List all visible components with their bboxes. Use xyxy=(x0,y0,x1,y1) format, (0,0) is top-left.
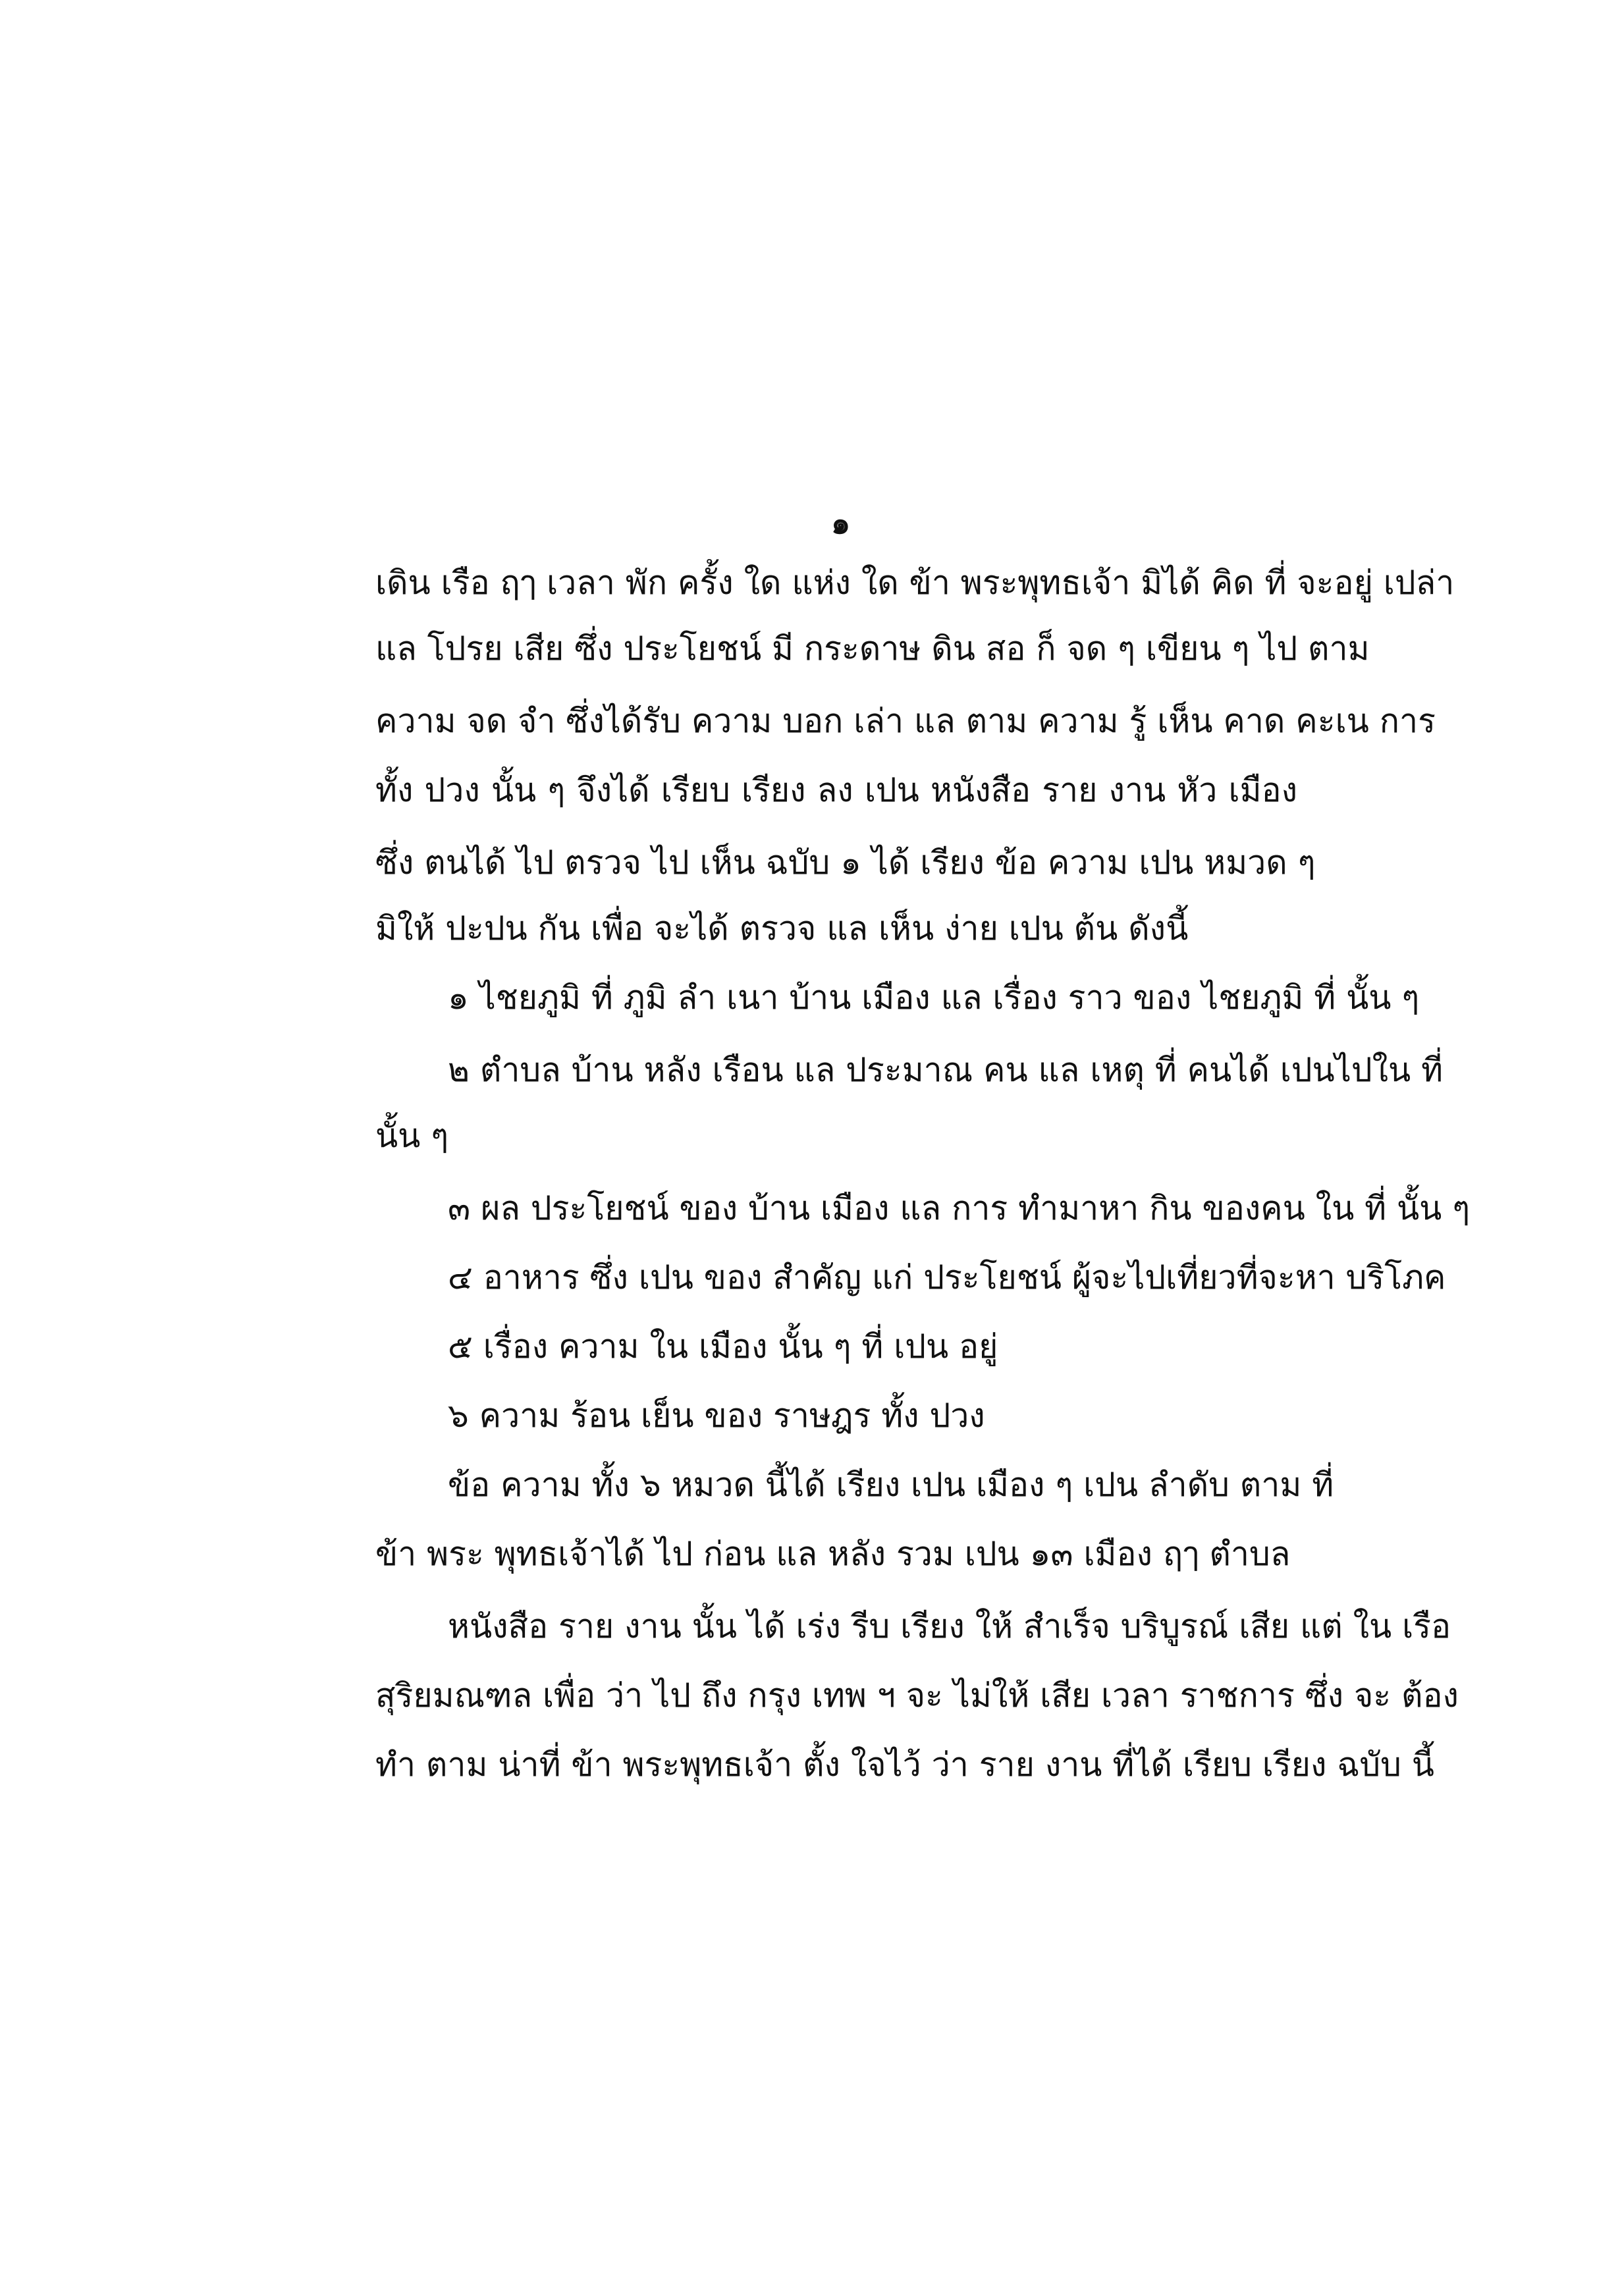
text-line-4: ทั้ง ปวง นั้น ๆ จึงได้ เรียบ เรียง ลง เปน หนังสือ ราย งาน หัว เมือง xyxy=(375,771,1297,809)
text-line-15: หนังสือ ราย งาน นั้น ได้ เร่ง รีบ เรียง ให้ สำเร็จ บริบูรณ์ เสีย แต่ ใน เรือ xyxy=(448,1607,1451,1645)
list-item-3: ๓ ผล ประโยชน์ ของ บ้าน เมือง แล การ ทำมาหา กิน ของคน ใน ที่ นั้น ๆ xyxy=(448,1189,1471,1227)
text-line-3: ความ จด จำ ซึ่งได้รับ ความ บอก เล่า แล ตาม ความ รู้ เห็น คาด คะเน การ xyxy=(375,702,1436,740)
list-item-5: ๕ เรื่อง ความ ใน เมือง นั้น ๆ ที่ เปน อยู่ xyxy=(448,1327,998,1366)
list-item-6: ๖ ความ ร้อน เย็น ของ ราษฎร ทั้ง ปวง xyxy=(448,1397,985,1435)
text-line-5: ซึ่ง ตนได้ ไป ตรวจ ไป เห็น ฉบับ ๑ ได้ เรียง ข้อ ความ เปน หมวด ๆ xyxy=(375,843,1316,882)
list-item-2: ๒ ตำบล บ้าน หลัง เรือน แล ประมาณ คน แล เหตุ ที่ คนได้ เปนไปใน ที่ xyxy=(448,1051,1444,1089)
list-item-1: ๑ ไชยภูมิ ที่ ภูมิ ลำ เนา บ้าน เมือง แล เรื่อง ราว ของ ไชยภูมิ ที่ นั้น ๆ xyxy=(448,978,1420,1017)
list-item-4: ๔ อาหาร ซึ่ง เปน ของ สำคัญ แก่ ประโยชน์ ผู้จะไปเที่ยวที่จะหา บริโภค xyxy=(448,1258,1446,1296)
list-item-2-cont: นั้น ๆ xyxy=(375,1117,449,1155)
text-line-17: ทำ ตาม น่าที่ ข้า พระพุทธเจ้า ตั้ง ใจไว้ ว่า ราย งาน ที่ได้ เรียบ เรียง ฉบับ นี้ xyxy=(375,1746,1434,1784)
text-line-14: ข้า พระ พุทธเจ้าได้ ไป ก่อน แล หลัง รวม เปน ๑๓ เมือง ฤๅ ตำบล xyxy=(375,1535,1291,1573)
page-number: ๑ xyxy=(831,505,851,541)
text-line-2: แล โปรย เสีย ซึ่ง ประโยชน์ มี กระดาษ ดิน สอ ก็ จด ๆ เขียน ๆ ไป ตาม xyxy=(375,629,1370,668)
text-line-16: สุริยมณฑล เพื่อ ว่า ไป ถึง กรุง เทพ ฯ จะ ไม่ให้ เสีย เวลา ราชการ ซึ่ง จะ ต้อง xyxy=(375,1676,1459,1715)
text-line-6: มิให้ ปะปน กัน เพื่อ จะได้ ตรวจ แล เห็น ง่าย เปน ต้น ดังนี้ xyxy=(375,909,1189,948)
text-line-13: ข้อ ความ ทั้ง ๖ หมวด นี้ได้ เรียง เปน เมือง ๆ เปน ลำดับ ตาม ที่ xyxy=(448,1466,1334,1504)
text-line-1: เดิน เรือ ฤๅ เวลา พัก ครั้ง ใด แห่ง ใด ข้า พระพุทธเจ้า มิได้ คิด ที่ จะอยู่ เปล่า xyxy=(375,564,1455,602)
